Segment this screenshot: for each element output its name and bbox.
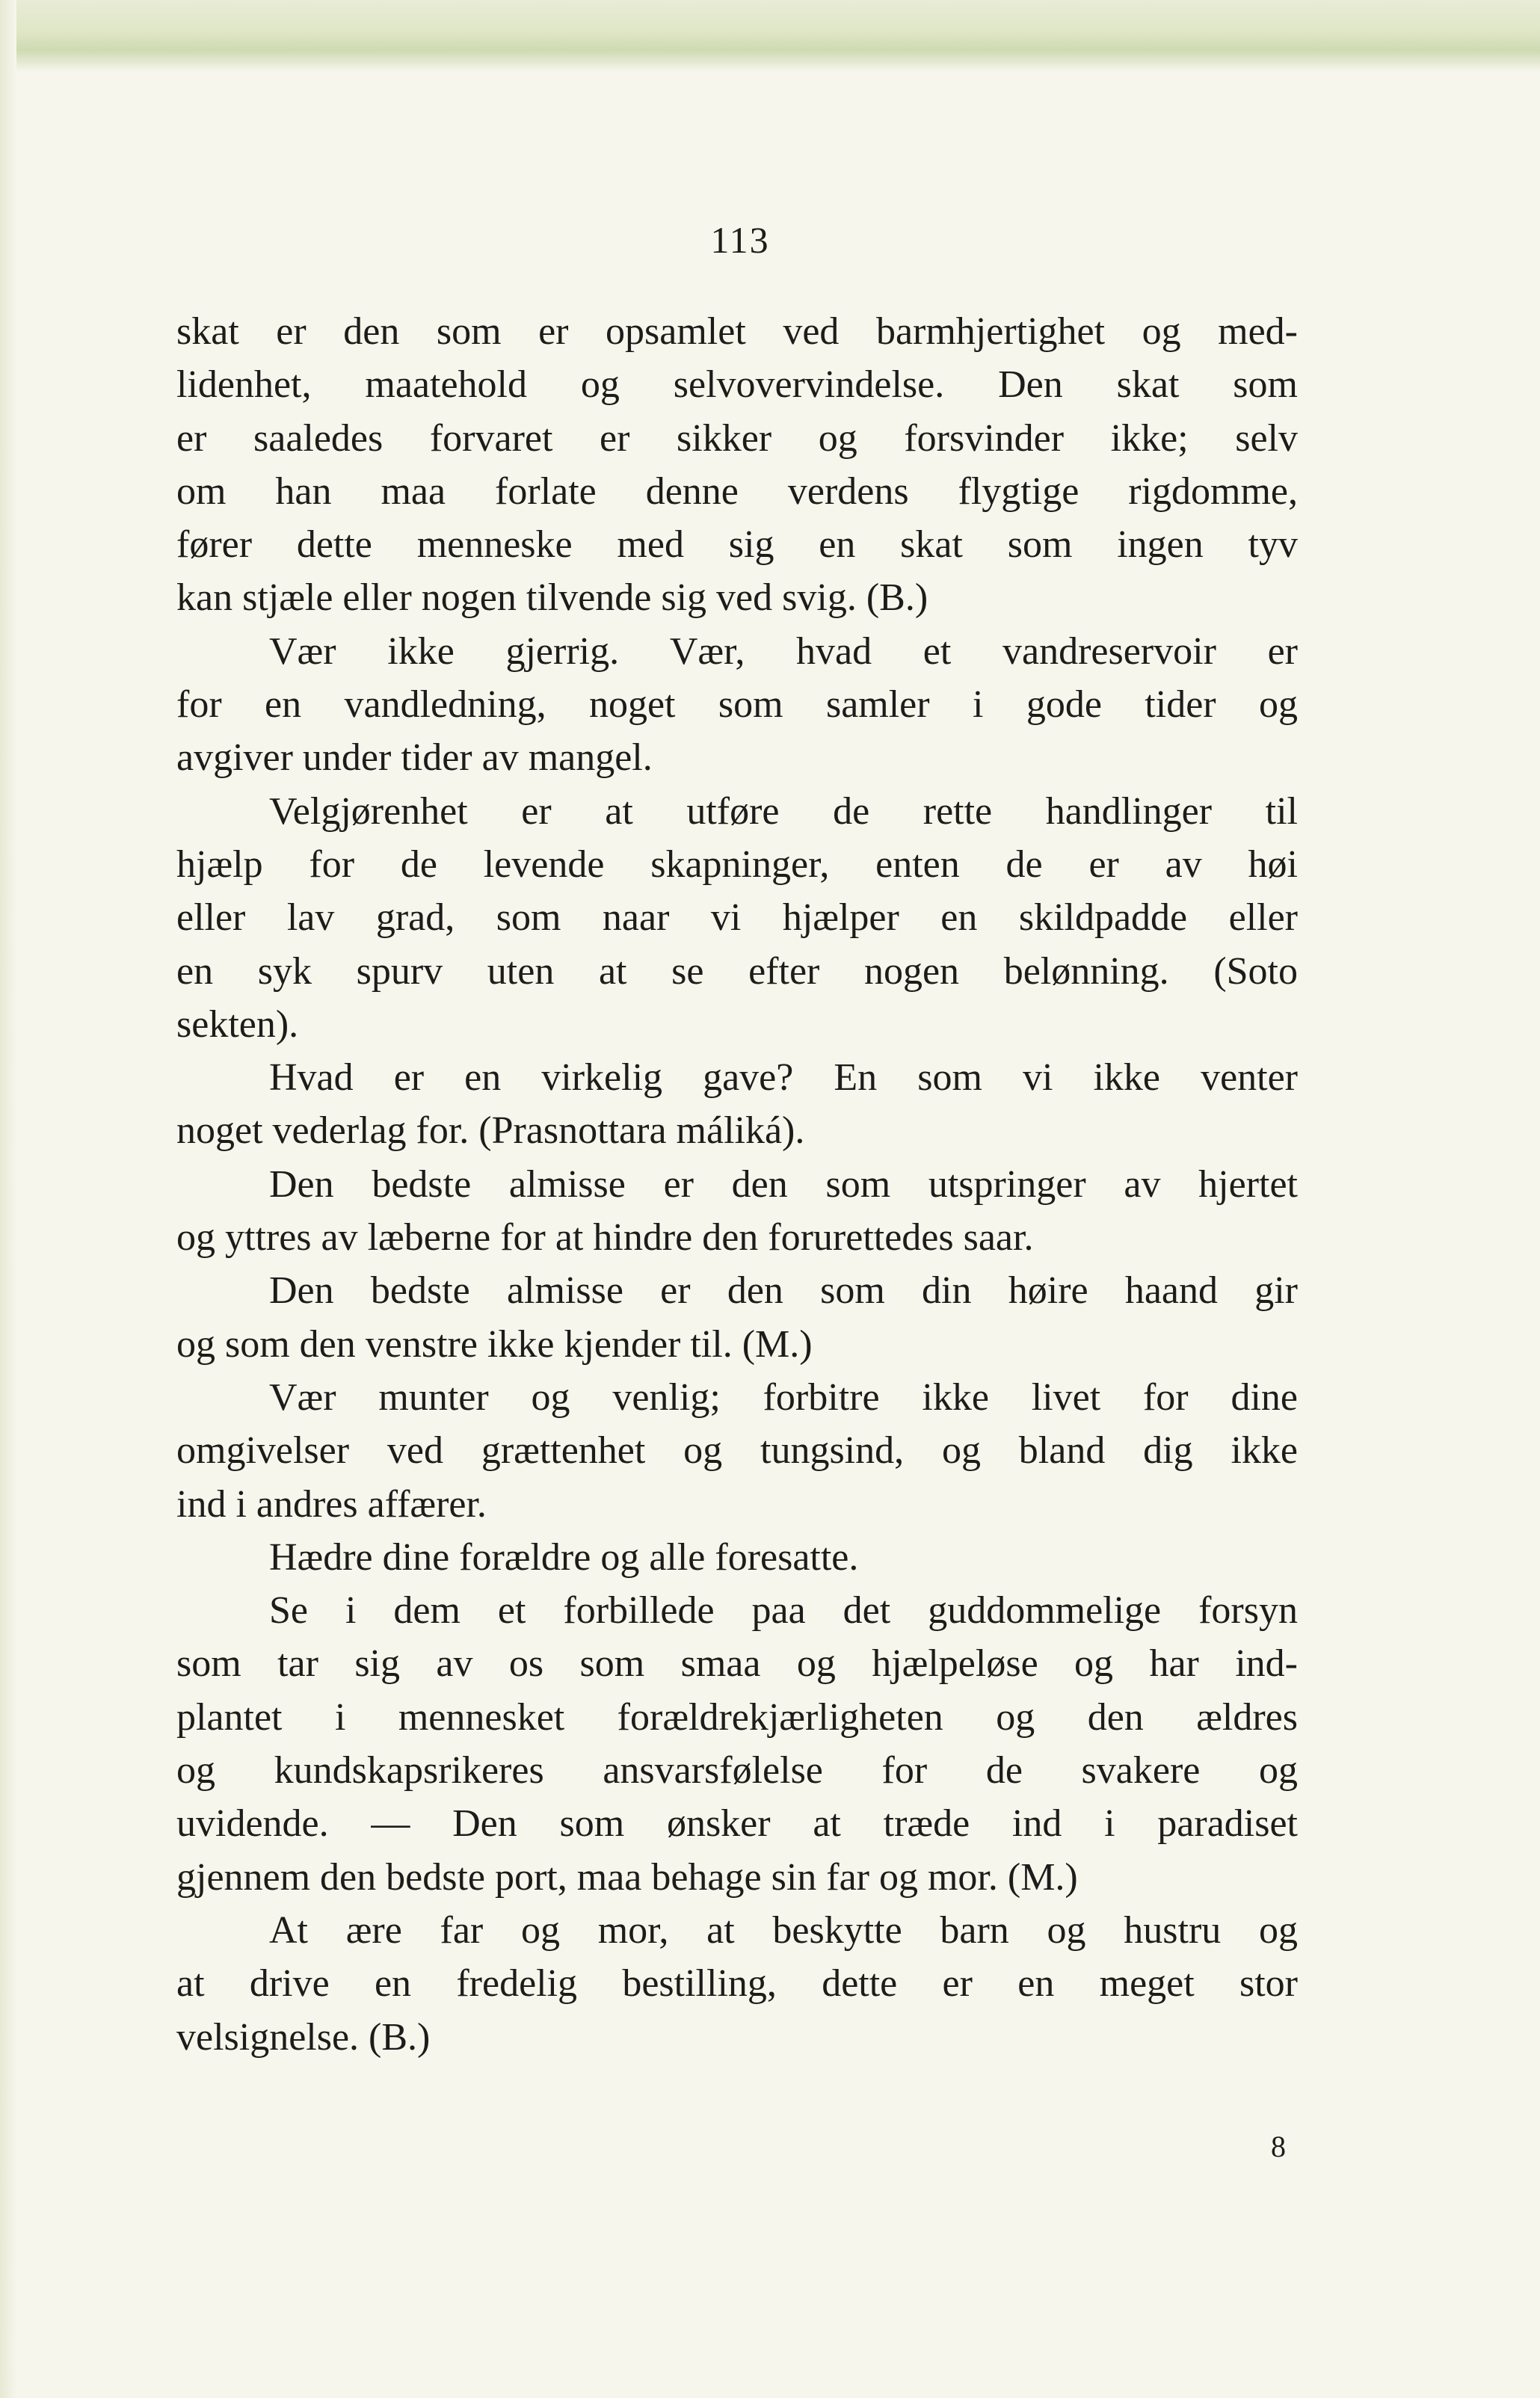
page-left-edge bbox=[0, 0, 16, 2398]
text-line: avgiver under tider av mangel. bbox=[176, 736, 653, 780]
text-line: om han maa forlate denne verdens flygtige rigdomme, bbox=[176, 469, 1298, 513]
text-line: Vær ikke gjerrig. Vær, hvad et vandreservoir er bbox=[269, 629, 1298, 673]
sheet-signature-number: 8 bbox=[1271, 2130, 1286, 2163]
text-line: for en vandledning, noget som samler i gode tider og bbox=[176, 683, 1298, 727]
text-line: Vær munter og venlig; forbitre ikke livet for dine bbox=[269, 1375, 1298, 1419]
text-line: at drive en fredelig bestilling, dette er en meget stor bbox=[176, 1962, 1298, 2006]
text-line: er saaledes forvaret er sikker og forsvinder ikke; selv bbox=[176, 416, 1298, 460]
text-line: plantet i mennesket forældrekjærligheten og den ældres bbox=[176, 1695, 1298, 1739]
text-line: Den bedste almisse er den som utspringer av hjertet bbox=[269, 1162, 1298, 1206]
text-line: kan stjæle eller nogen tilvende sig ved svig. (B.) bbox=[176, 576, 928, 620]
text-line: og som den venstre ikke kjender til. (M.) bbox=[176, 1322, 813, 1366]
text-line: uvidende. — Den som ønsker at træde ind i paradiset bbox=[176, 1802, 1298, 1846]
text-line: velsignelse. (B.) bbox=[176, 2015, 431, 2059]
text-line: eller lav grad, som naar vi hjælper en skildpadde eller bbox=[176, 896, 1298, 940]
text-line: som tar sig av os som smaa og hjælpeløse og har ind- bbox=[176, 1642, 1298, 1686]
text-line: Hædre dine forældre og alle foresatte. bbox=[269, 1535, 859, 1579]
text-line: fører dette menneske med sig en skat som ingen tyv bbox=[176, 523, 1298, 567]
text-line: sekten). bbox=[176, 1002, 299, 1046]
text-line: en syk spurv uten at se efter nogen belønning. (Soto bbox=[176, 949, 1298, 993]
text-line: omgivelser ved grættenhet og tungsind, og bland dig ikke bbox=[176, 1429, 1298, 1473]
body-text bbox=[176, 305, 1298, 2064]
text-line: noget vederlag for. (Prasnottara máliká). bbox=[176, 1109, 805, 1153]
text-line: Hvad er en virkelig gave? En som vi ikke venter bbox=[269, 1056, 1298, 1100]
text-line: Den bedste almisse er den som din høire haand gir bbox=[269, 1269, 1298, 1313]
text-line: At ære far og mor, at beskytte barn og hustru og bbox=[269, 1908, 1298, 1952]
text-line: skat er den som er opsamlet ved barmhjertighet og med- bbox=[176, 310, 1298, 353]
text-line: Se i dem et forbillede paa det guddommelige forsyn bbox=[269, 1589, 1298, 1633]
text-line: ind i andres affærer. bbox=[176, 1482, 487, 1526]
text-line: og yttres av læberne for at hindre den forurettedes saar. bbox=[176, 1216, 1034, 1260]
page-number: 113 bbox=[710, 219, 770, 261]
text-line: og kundskapsrikeres ansvarsfølelse for de svakere og bbox=[176, 1749, 1298, 1793]
text-line: gjennem den bedste port, maa behage sin far og mor. (M.) bbox=[176, 1855, 1078, 1899]
text-line: Velgjørenhet er at utføre de rette handlinger til bbox=[269, 789, 1298, 833]
text-line: lidenhet, maatehold og selvovervindelse. Den skat som bbox=[176, 363, 1298, 407]
text-line: hjælp for de levende skapninger, enten de er av høi bbox=[176, 842, 1298, 886]
page-top-edge bbox=[0, 0, 1540, 72]
